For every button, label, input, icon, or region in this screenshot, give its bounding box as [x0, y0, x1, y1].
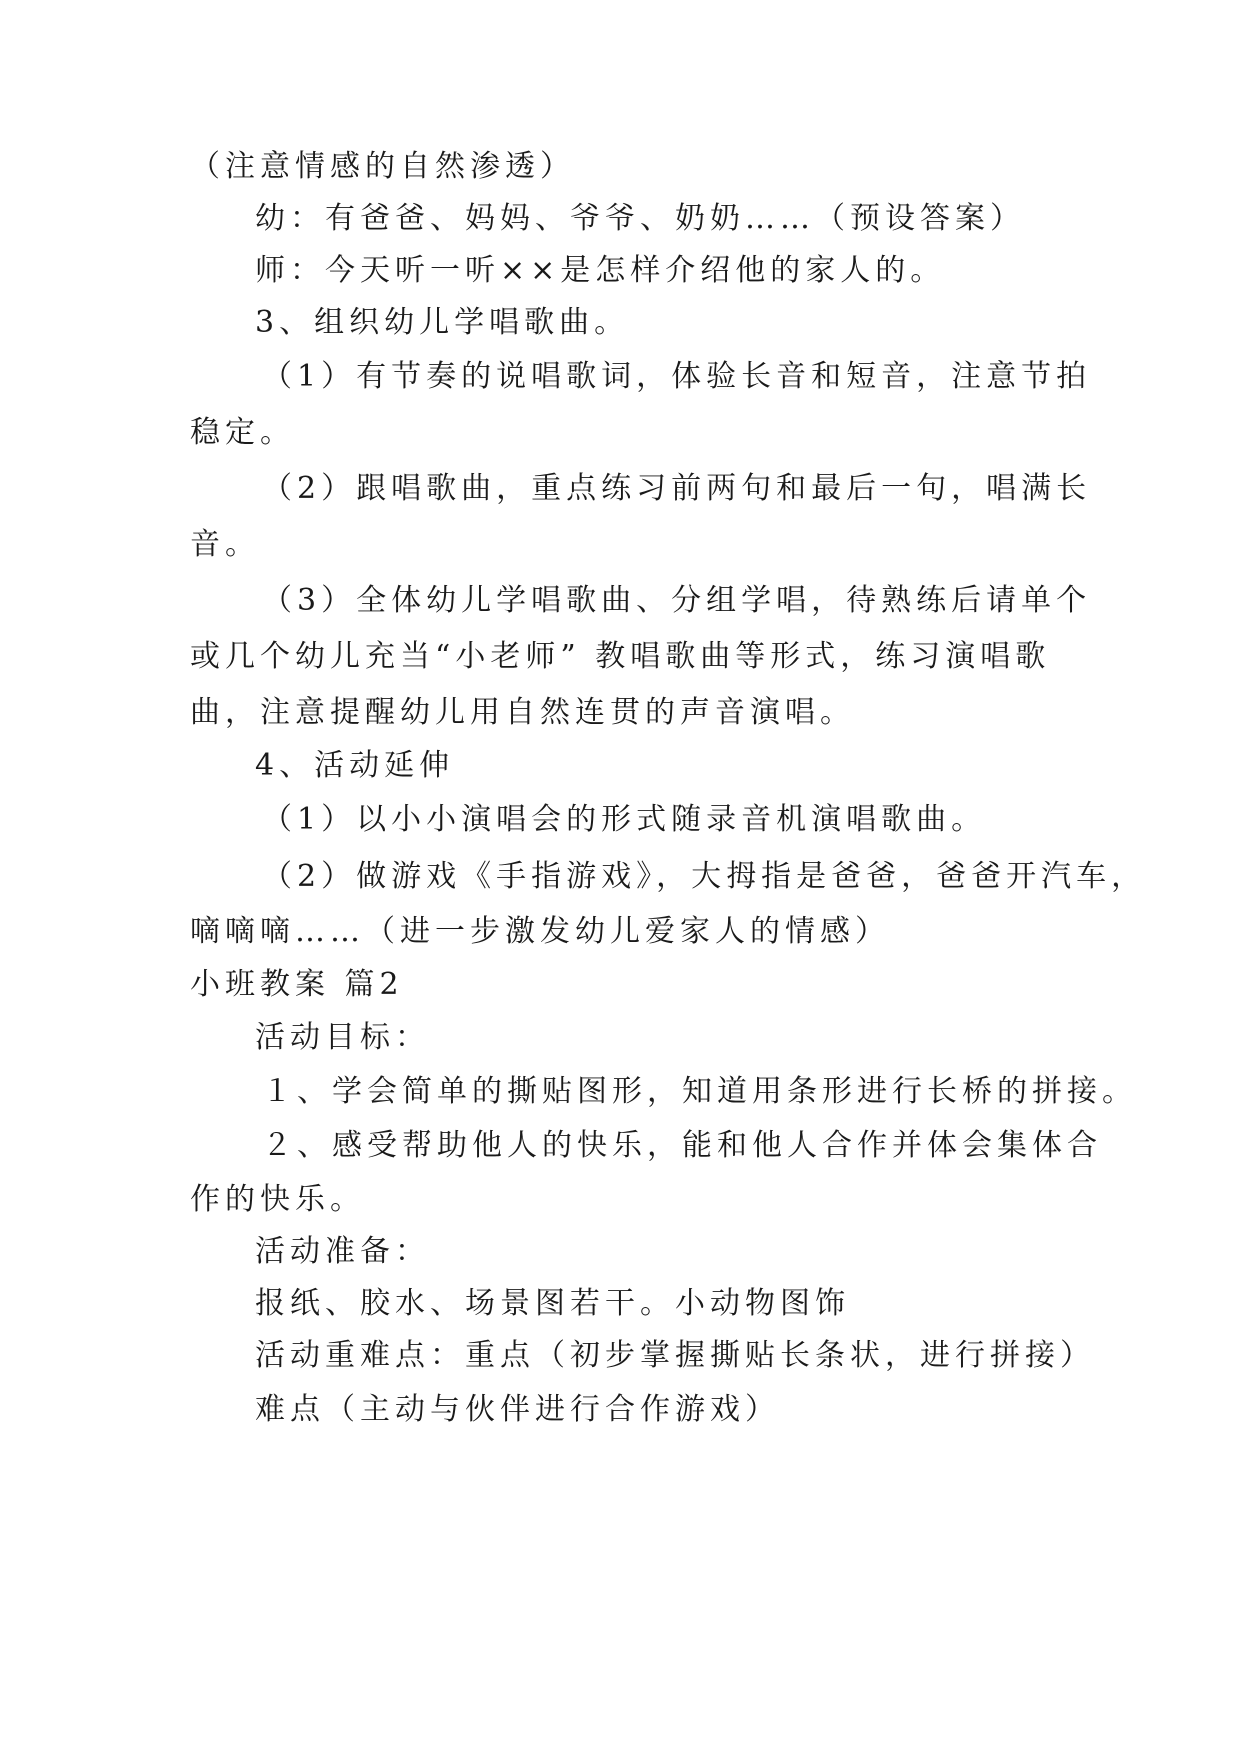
text-line: 师：今天听一听××是怎样介绍他的家人的。: [255, 253, 946, 288]
text-line: 活动目标：: [255, 1020, 430, 1055]
text-line: 曲，注意提醒幼儿用自然连贯的声音演唱。: [190, 695, 855, 730]
text-line: １、学会简单的撕贴图形，知道用条形进行长桥的拼接。: [262, 1074, 1137, 1109]
text-line: 作的快乐。: [190, 1182, 365, 1217]
text-line: （3）全体幼儿学唱歌曲、分组学唱，待熟练后请单个: [262, 583, 1092, 618]
text-line: 或几个幼儿充当“小老师” 教唱歌曲等形式，练习演唱歌: [190, 639, 1051, 674]
text-line: 幼：有爸爸、妈妈、爷爷、奶奶……（预设答案）: [255, 201, 1025, 236]
text-line: 4、活动延伸: [255, 748, 455, 783]
text-line: 音。: [190, 527, 260, 562]
text-line: （1）以小小演唱会的形式随录音机演唱歌曲。: [262, 802, 987, 837]
text-line: ２、感受帮助他人的快乐，能和他人合作并体会集体合: [262, 1128, 1102, 1163]
text-line: （2）做游戏《手指游戏》，大拇指是爸爸，爸爸开汽车，: [262, 859, 1147, 894]
text-line: 报纸、胶水、场景图若干。小动物图饰: [255, 1286, 850, 1321]
text-line: 稳定。: [190, 415, 295, 450]
text-line: 活动重难点：重点（初步掌握撕贴长条状，进行拼接）: [255, 1338, 1095, 1373]
text-line: 3、组织幼儿学唱歌曲。: [255, 305, 630, 340]
section-heading: 小班教案 篇2: [190, 967, 404, 1002]
text-line: （2）跟唱歌曲，重点练习前两句和最后一句，唱满长: [262, 471, 1092, 506]
text-line: 嘀嘀嘀……（进一步激发幼儿爱家人的情感）: [190, 914, 890, 949]
text-line: （注意情感的自然渗透）: [190, 149, 575, 184]
text-line: 难点（主动与伙伴进行合作游戏）: [255, 1392, 780, 1427]
text-line: 活动准备：: [255, 1234, 430, 1269]
text-line: （1）有节奏的说唱歌词，体验长音和短音，注意节拍: [262, 359, 1092, 394]
